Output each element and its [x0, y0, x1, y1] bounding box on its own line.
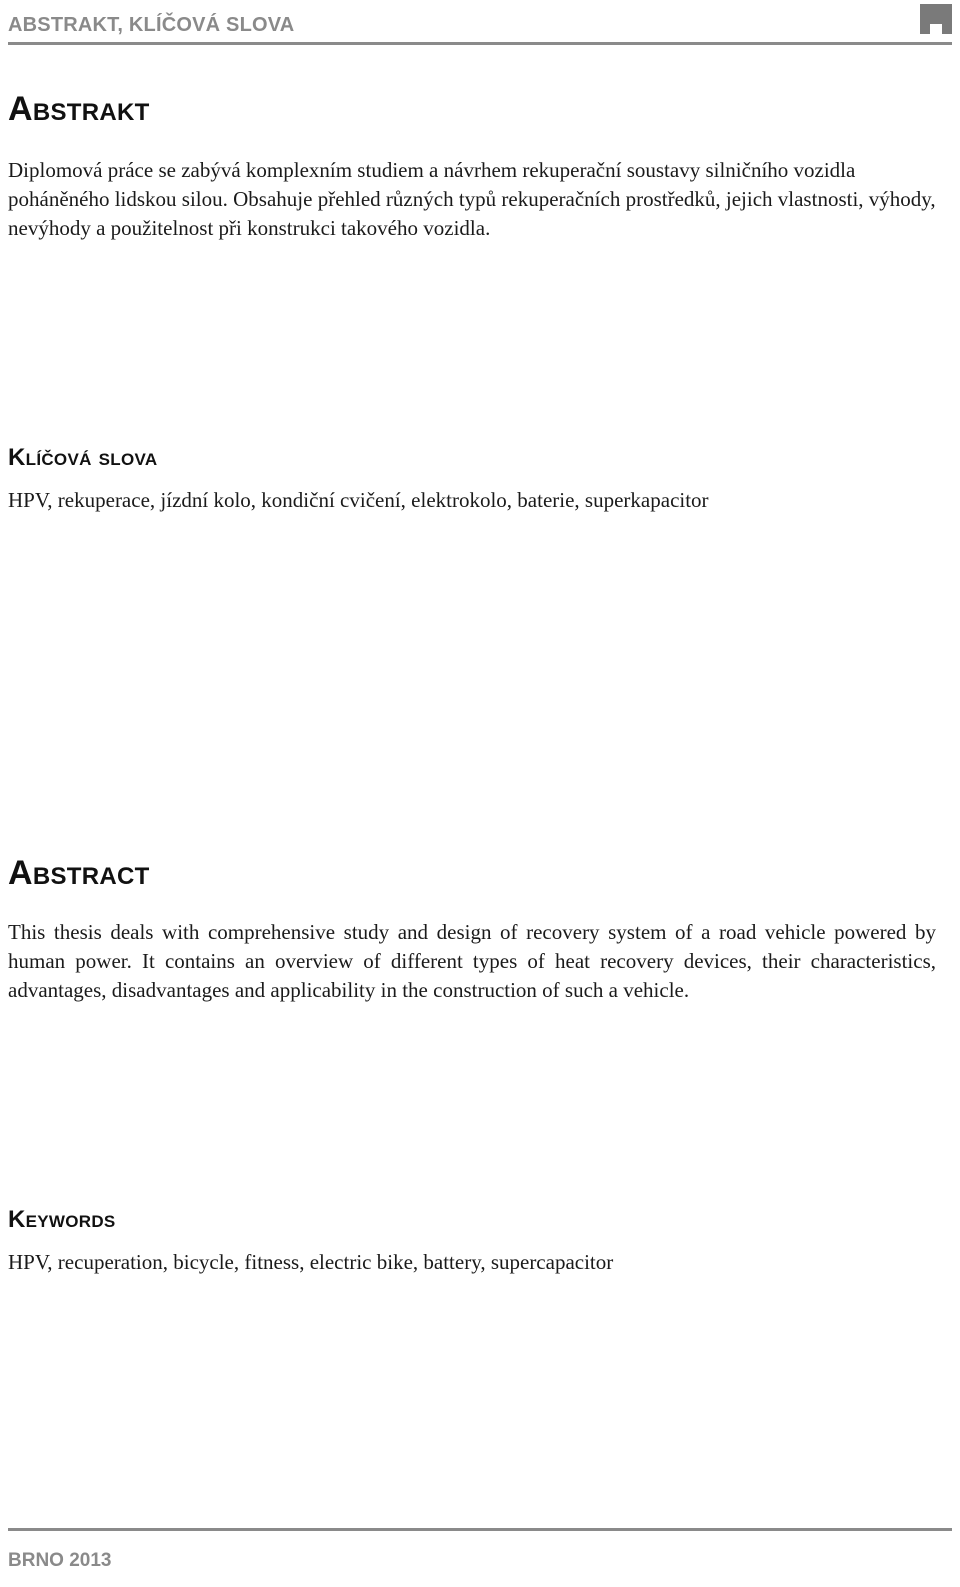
footer-text: BRNO 2013: [8, 1550, 112, 1571]
klicova-slova-text: HPV, rekuperace, jízdní kolo, kondiční cvičení, elektrokolo, baterie, superkapacitor: [8, 488, 709, 512]
abstract-text: This thesis deals with comprehensive study and design of recovery system of a road vehicle powered by human power. It contains an overview of different types of heat recovery devices, their characteristics, advantages, disadvantages and applicability in the construction of such a vehicle.: [8, 920, 936, 1002]
keywords-text: HPV, recuperation, bicycle, fitness, electric bike, battery, supercapacitor: [8, 1250, 614, 1274]
page-header: [8, 0, 952, 46]
university-logo-icon: [920, 4, 952, 34]
footer-divider: [8, 1528, 952, 1531]
keywords-heading: Keywords: [8, 1206, 116, 1233]
abstract-heading: Abstract: [8, 854, 150, 892]
header-title: ABSTRAKT, KLÍČOVÁ SLOVA: [8, 14, 295, 36]
header-divider: [8, 42, 952, 45]
abstrakt-text: Diplomová práce se zabývá komplexním studiem a návrhem rekuperační soustavy silničního vozidla poháněného lidskou silou. Obsahuje přehled různých typů rekuperačních prostředků, jejich vlastnosti, výhody, nevýhody a použitelnost při konstrukci takového vozidla.: [8, 158, 936, 240]
abstrakt-heading: Abstrakt: [8, 90, 150, 128]
klicova-slova-heading: Klíčová slova: [8, 444, 158, 471]
